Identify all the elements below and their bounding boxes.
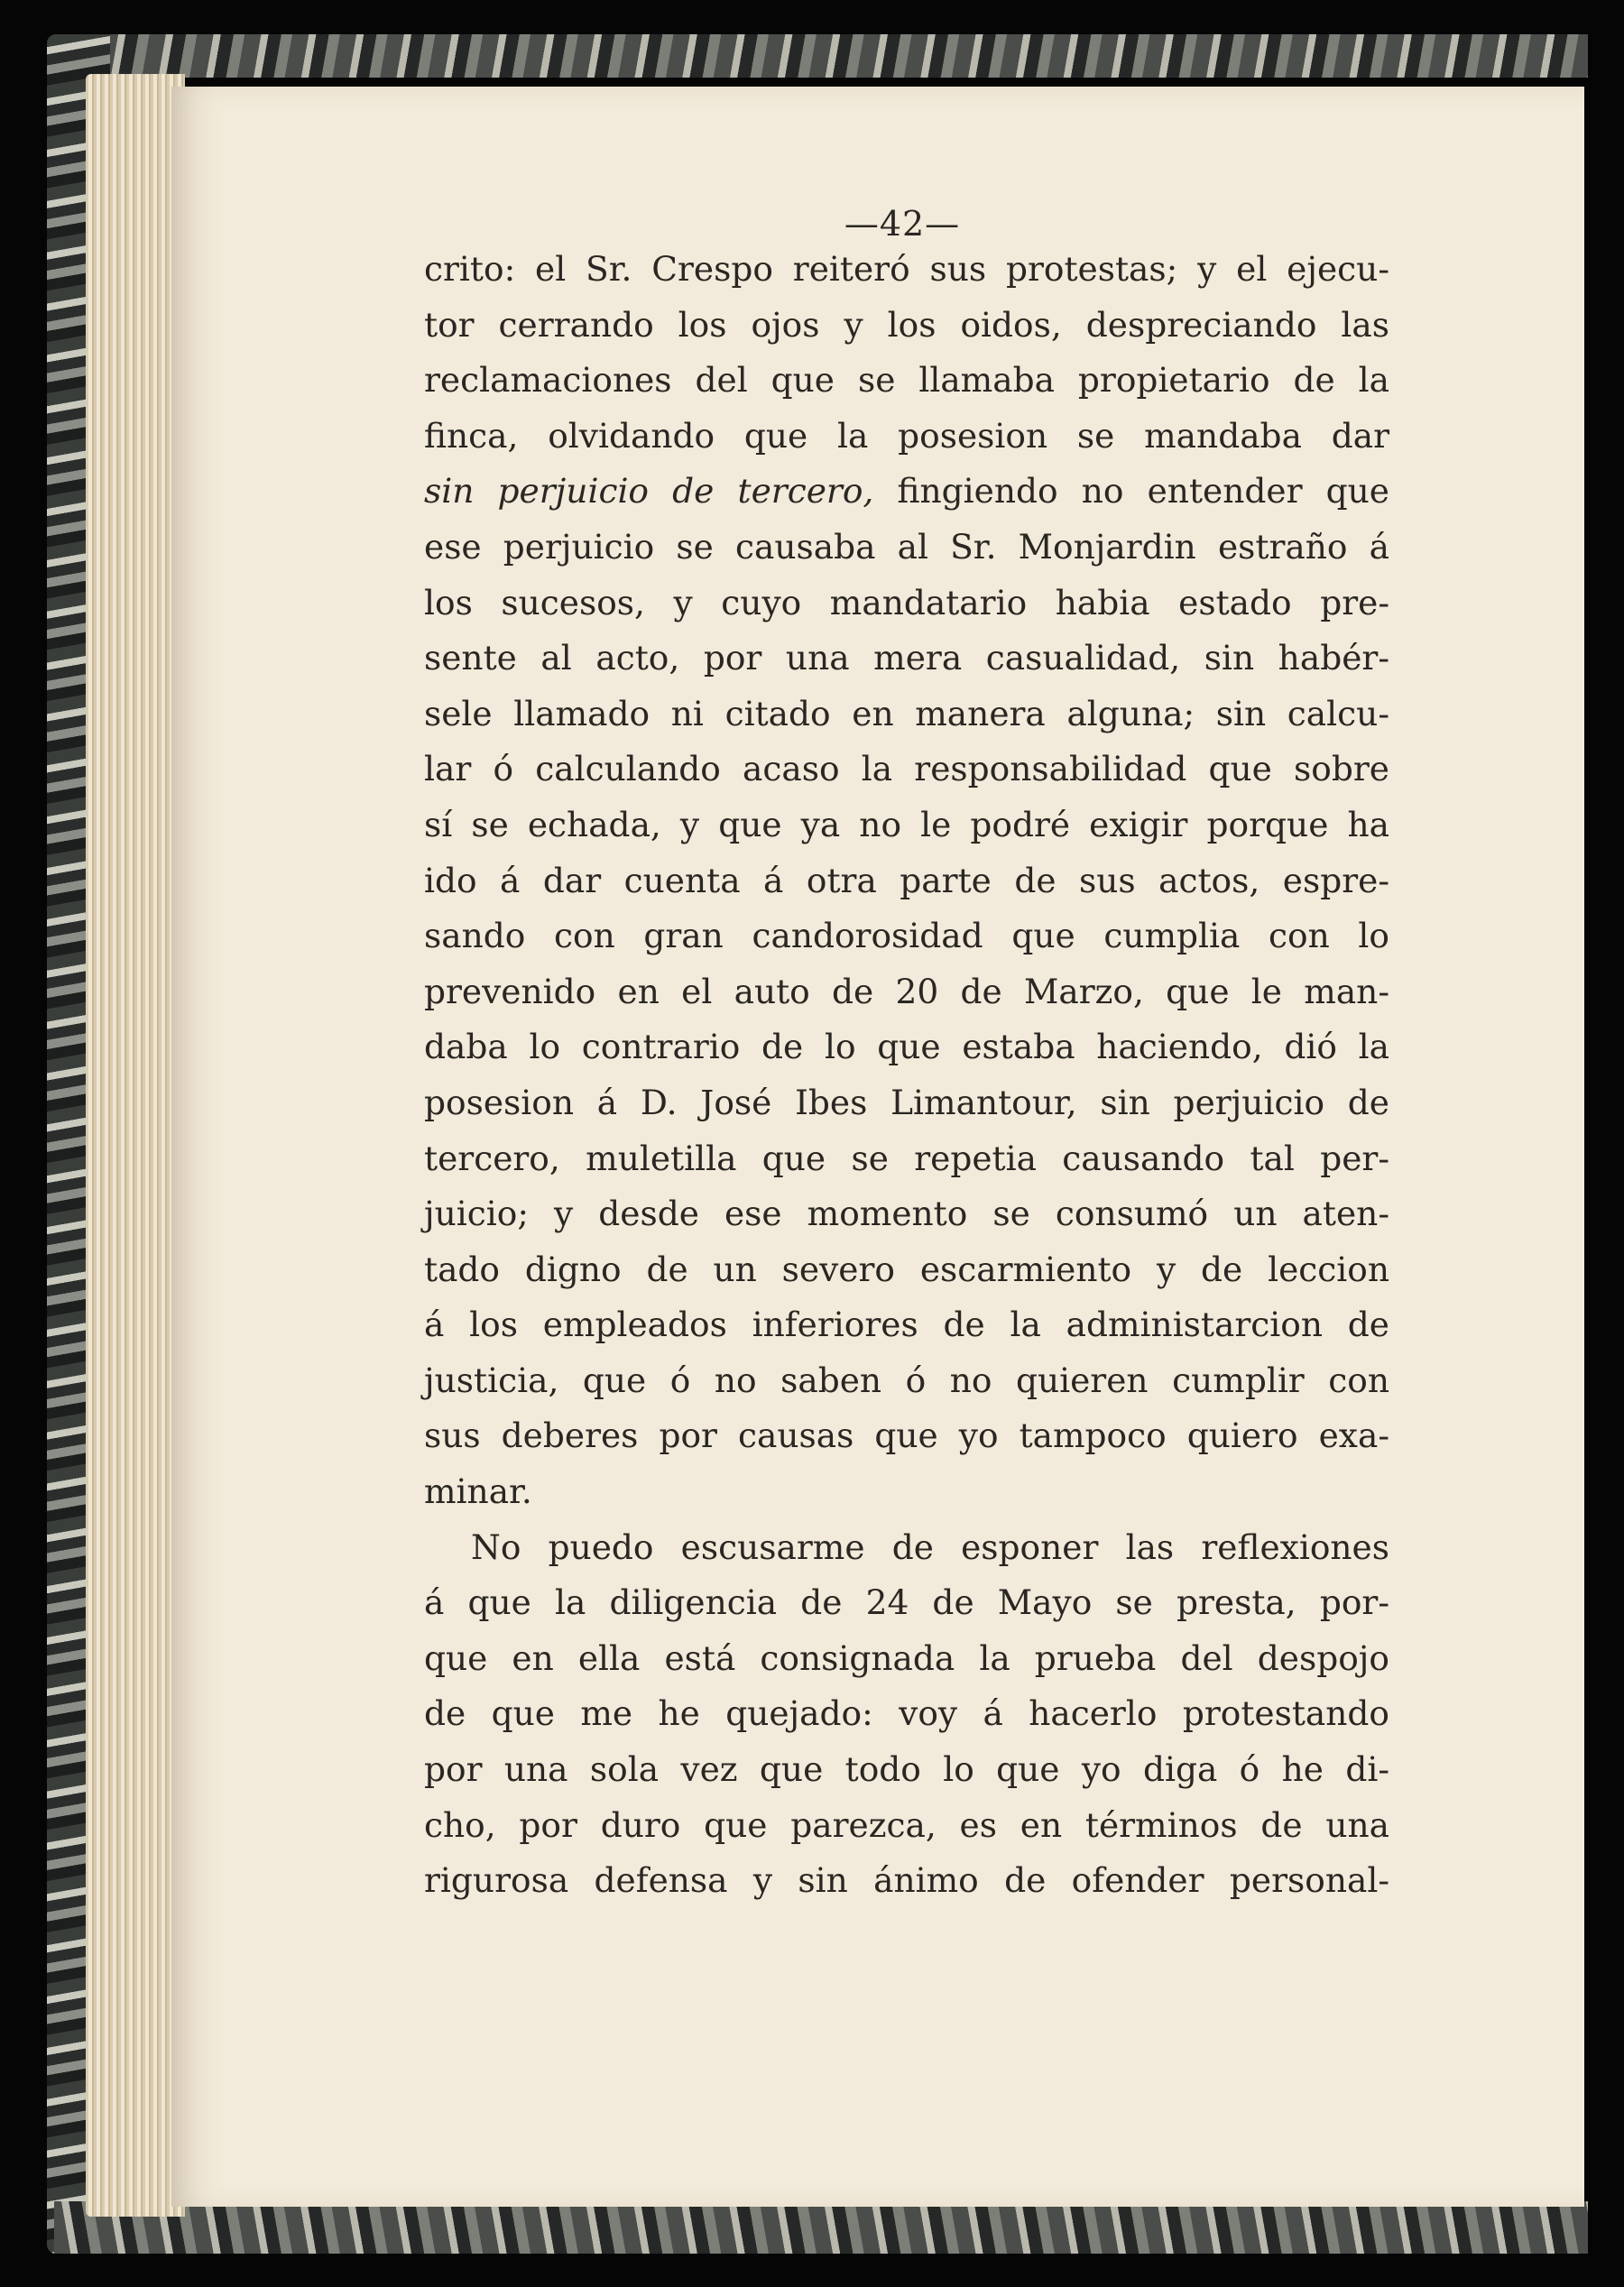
text-line: tercero, muletilla que se repetia causando tal per- xyxy=(424,1138,1389,1178)
text-line: sente al acto, por una mera casualidad, sin habér- xyxy=(424,638,1389,678)
text-line: á los empleados inferiores de la administarcion de xyxy=(424,1305,1389,1345)
page-stack-edges xyxy=(86,74,185,2217)
text-line: reclamaciones del que se llamaba propietario de la xyxy=(424,360,1389,401)
text-line: juicio; y desde ese momento se consumó un aten- xyxy=(424,1194,1389,1234)
text-line: sele llamado ni citado en manera alguna; sin calcu- xyxy=(424,693,1389,733)
text-line: justicia, que ó no saben ó no quieren cumplir con xyxy=(424,1360,1389,1400)
text-line: sí se echada, y que ya no le podré exigir porque ha xyxy=(424,804,1389,844)
book-cover-bottom-edge xyxy=(54,2201,1588,2254)
paragraph-1 xyxy=(424,242,1389,1520)
text-line: á que la diligencia de 24 de Mayo se presta, por- xyxy=(424,1582,1389,1623)
text-line: prevenido en el auto de 20 de Marzo, que le man- xyxy=(424,971,1389,1011)
text-line: tado digno de un severo escarmiento y de leccion xyxy=(424,1249,1389,1289)
text-line: por una sola vez que todo lo que yo diga ó he di- xyxy=(424,1749,1389,1790)
text-line: ido á dar cuenta á otra parte de sus actos, espre- xyxy=(424,860,1389,900)
text-line: de que me he quejado: voy á hacerlo protestando xyxy=(424,1693,1389,1734)
text-line: lar ó calculando acaso la responsabilidad que sobre xyxy=(424,749,1389,789)
text-line: minar. xyxy=(424,1471,532,1512)
body-text xyxy=(424,242,1389,1909)
text-line: cho, por duro que parezca, es en términos de una xyxy=(424,1804,1389,1845)
text-line: posesion á D. José Ibes Limantour, sin perjuicio de xyxy=(424,1082,1389,1122)
text-line: finca, olvidando que la posesion se mandaba dar xyxy=(424,415,1389,456)
text-line: tor cerrando los ojos y los oidos, despreciando las xyxy=(424,304,1389,345)
text-line-rest: fingiendo no entender que xyxy=(873,471,1389,512)
text-line: que en ella está consignada la prueba del despojo xyxy=(424,1637,1389,1678)
book-cover-top-edge xyxy=(54,34,1588,78)
text-line: sando con gran candorosidad que cumplia con lo xyxy=(424,916,1389,956)
page-number: —42— xyxy=(844,204,961,244)
text-line: ese perjuicio se causaba al Sr. Monjardin estraño á xyxy=(424,526,1389,567)
text-line: los sucesos, y cuyo mandatario habia estado pre- xyxy=(424,582,1389,622)
text-line: rigurosa defensa y sin ánimo de ofender personal- xyxy=(424,1860,1389,1901)
paragraph-2 xyxy=(424,1520,1389,1909)
text-line: sus deberes por causas que yo tampoco quiero exa- xyxy=(424,1416,1389,1456)
text-line: daba lo contrario de lo que estaba haciendo, dió la xyxy=(424,1027,1389,1067)
text-line: No puedo escusarme de esponer las reflexiones xyxy=(471,1526,1389,1567)
text-line: crito: el Sr. Crespo reiteró sus protestas; y el ejecu- xyxy=(424,249,1389,289)
text-line xyxy=(424,464,1389,520)
italic-phrase: sin perjuicio de tercero, xyxy=(424,471,874,512)
